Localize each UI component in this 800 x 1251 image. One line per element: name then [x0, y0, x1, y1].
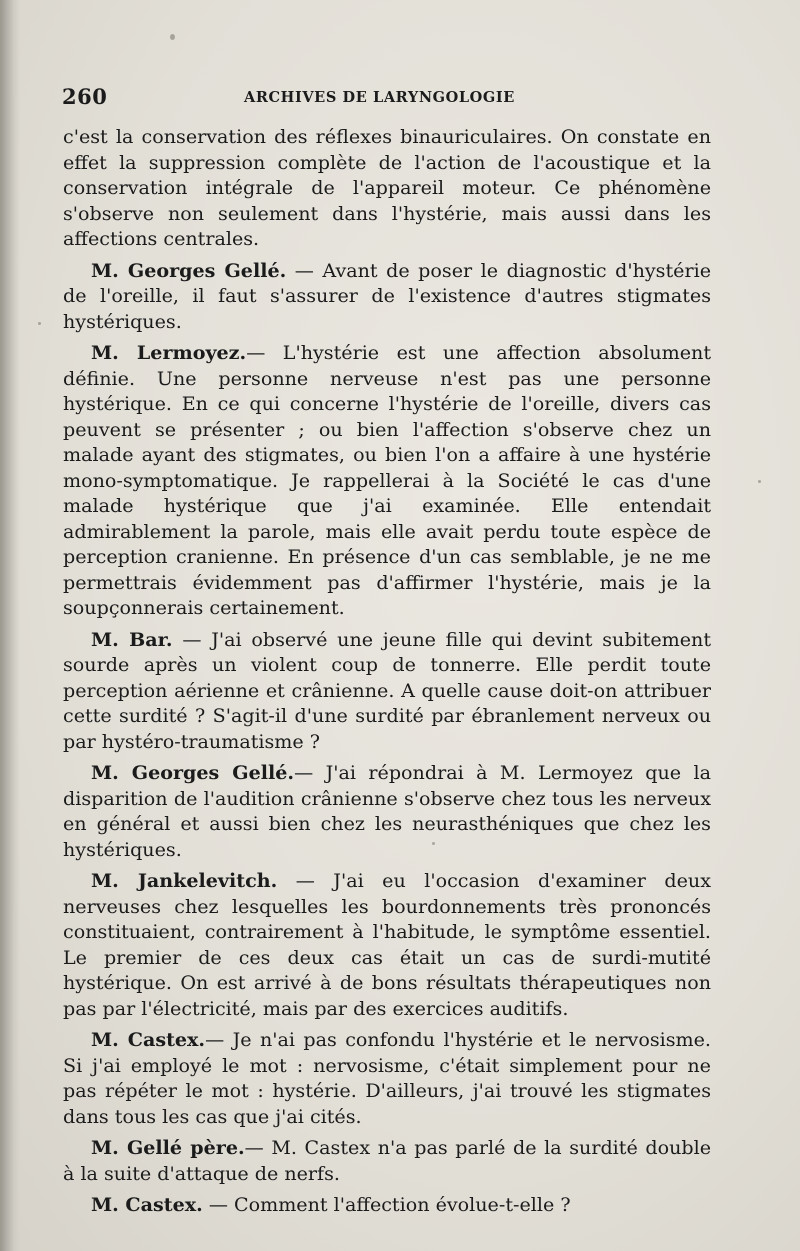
paragraph-text: — Avant de poser le diagnostic d'hystérie de l'oreille, il faut s'assurer de l'existence d'autres stigmates hystériques. [63, 258, 711, 333]
paragraph-gelle-reply [63, 760, 711, 862]
page-number: 260 [62, 84, 108, 109]
ink-speck [170, 34, 175, 40]
paragraph-jankelevitch [63, 868, 711, 1021]
speaker-name: M. Gellé père. [91, 1136, 245, 1159]
paragraph-continuation [63, 124, 711, 252]
paragraph-text: — J'ai eu l'occasion d'examiner deux nerveuses chez lesquelles les bourdonnements très prononcés constituaient, contrairement à l'habitude, le symptôme essentiel. Le premier de ces deux cas était un cas de surdi-mutité hystérique. On est arrivé à de bons résultats thérapeutiques non pas par l'électricité, mais par des exercices auditifs. [63, 869, 711, 1020]
paragraph-lermoyez [63, 340, 711, 621]
page-header [62, 84, 712, 110]
body-text [63, 124, 711, 1224]
page-gutter-shadow [0, 0, 20, 1251]
paragraph-castex [63, 1027, 711, 1129]
speaker-name: M. Lermoyez. [91, 341, 247, 364]
paragraph-gelle [63, 258, 711, 335]
paragraph-text: — J'ai observé une jeune fille qui devint subitement sourde après un violent coup de tonnerre. Elle perdit toute perception aérienne et crânienne. A quelle cause doit-on attribuer cette surdité ? S'agit-il d'une surdité par ébranlement nerveux ou par hystéro-traumatisme ? [63, 627, 711, 753]
paragraph-text: — Je n'ai pas confondu l'hystérie et le nervosisme. Si j'ai employé le mot : nervosisme, c'était simplement pour ne pas répéter le mot : hystérie. D'ailleurs, j'ai trouvé les stigmates dans tous les cas que j'ai cités. [63, 1028, 712, 1128]
speaker-name: M. Georges Gellé. [91, 258, 287, 282]
paragraph-text: — M. Castex n'a pas parlé de la surdité double à la suite d'attaque de nerfs. [63, 1136, 711, 1185]
running-title: ARCHIVES DE LARYNGOLOGIE [244, 89, 515, 106]
speaker-name: M. Jankelevitch. [91, 869, 278, 892]
speaker-name: M. Bar. [91, 627, 173, 651]
ink-speck [38, 322, 41, 325]
paragraph-bar [63, 627, 711, 755]
paragraph-castex-question [63, 1192, 711, 1218]
paragraph-text: — L'hystérie est une affection absolument définie. Une personne nerveuse n'est pas une personne hystérique. En ce qui concerne l'hystérie de l'oreille, divers cas peuvent se présenter ; ou bien l'affection s'observe chez un malade ayant des stigmates, ou bien l'on a affaire à une hystérie mono-symptomatique. Je rappellerai à la Société le cas d'une malade hystérique que j'ai examinée. Elle entendait admirablement la parole, mais elle avait perdu toute espèce de perception cranienne. En présence d'un cas semblable, je ne me permettrais évidemment pas d'affirmer l'hystérie, mais je la soupçonnerais certainement. [63, 341, 711, 619]
ink-speck [758, 480, 761, 483]
speaker-name: M. Georges Gellé. [91, 761, 295, 784]
speaker-name: M. Castex. [91, 1193, 203, 1216]
paragraph-gelle-pere [63, 1135, 711, 1186]
paragraph-text: — Comment l'affection évolue-t-elle ? [202, 1193, 571, 1216]
paragraph-text: — J'ai répondrai à M. Lermoyez que la disparition de l'audition crânienne s'observe chez tous les nerveux en général et aussi bien chez les neurasthéniques que chez les hystériques. [63, 761, 711, 861]
speaker-name: M. Castex. [91, 1028, 206, 1051]
paragraph-text: c'est la conservation des réflexes binauriculaires. On constate en effet la suppression complète de l'action de l'acoustique et la conservation intégrale de l'appareil moteur. Ce phénomène s'observe non seulement dans l'hystérie, mais aussi dans les affections centrales. [63, 125, 711, 250]
